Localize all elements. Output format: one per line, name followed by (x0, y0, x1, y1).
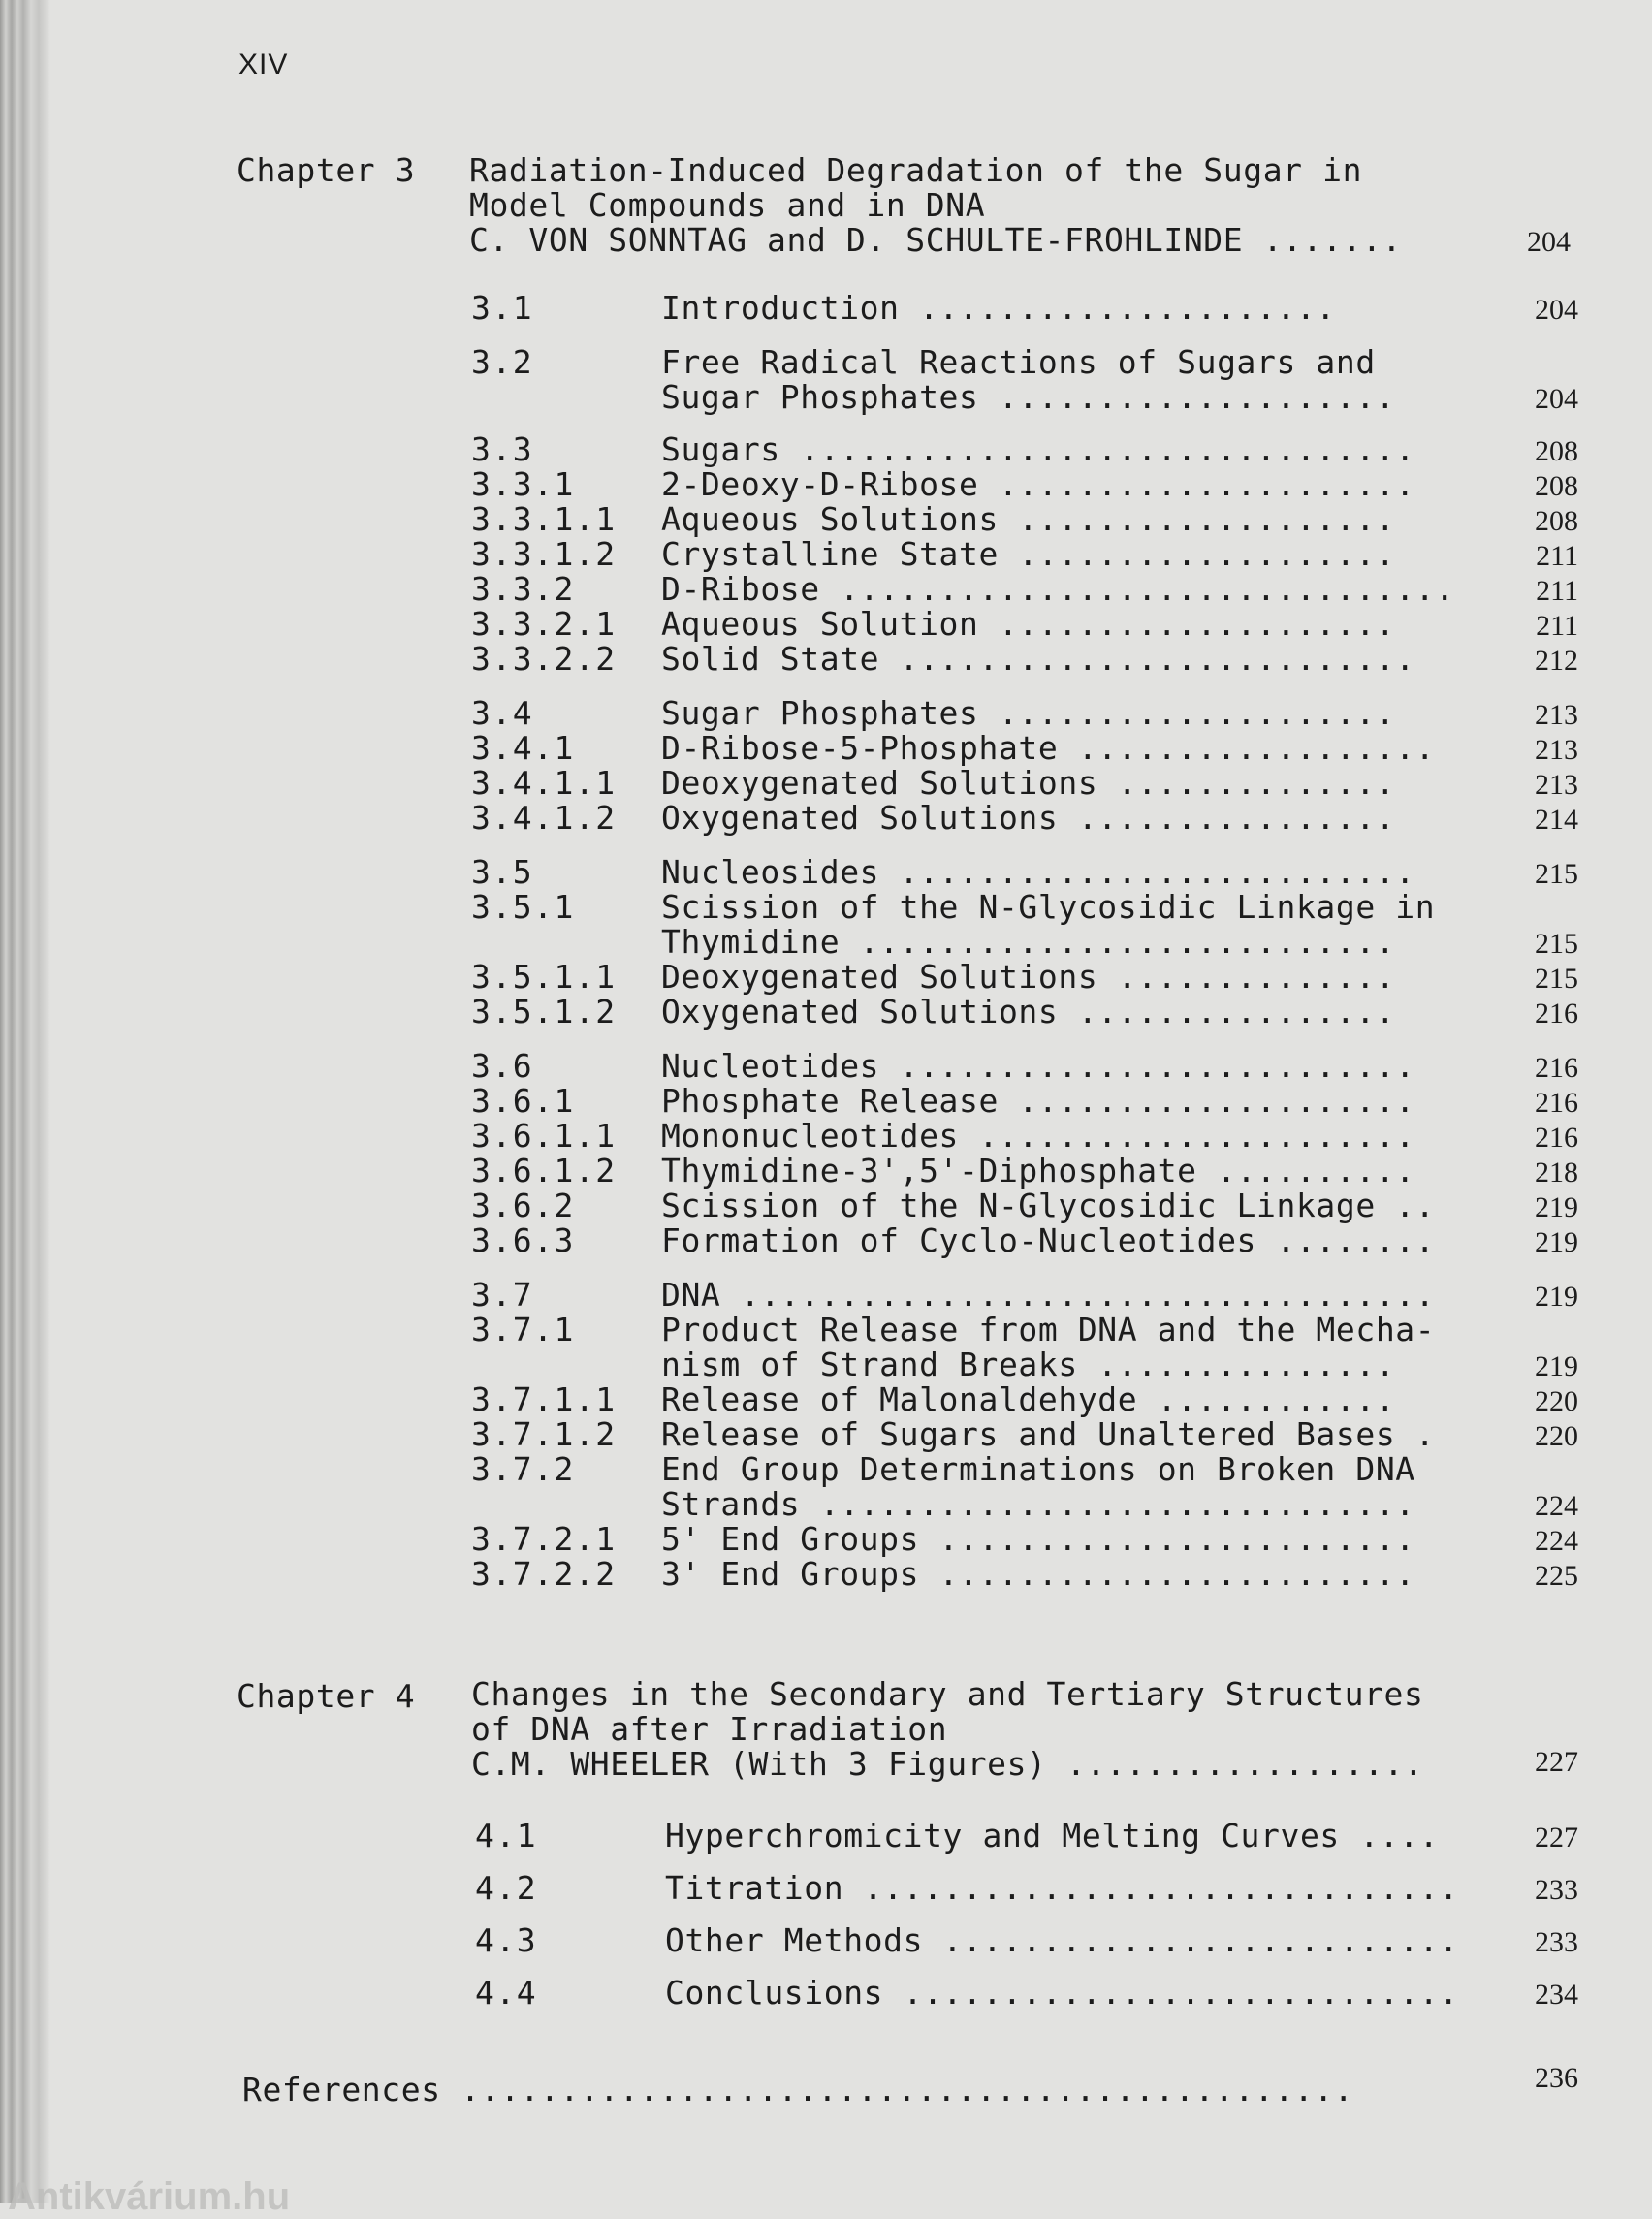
chapter-3-entry-number: 3.2 (471, 343, 534, 381)
chapter-3-entry-page: 224 (1535, 1490, 1578, 1522)
chapter-3-entry-page: 212 (1535, 645, 1578, 677)
chapter-3-entry-title: Sugar Phosphates .................... (661, 380, 1396, 415)
chapter-3-entry-number: 3.7.2 (471, 1450, 575, 1488)
chapter-3-entry-title: Release of Malonaldehyde ............ (661, 1382, 1396, 1417)
chapter-3-entry-number: 3.5.1.1 (471, 958, 617, 996)
chapter-3-entry-page: 216 (1535, 1087, 1578, 1119)
chapter-3-entry-number: 3.4.1 (471, 729, 575, 767)
chapter-3-entry-title: Nucleosides .......................... (661, 855, 1415, 890)
chapter-3-entry-page: 224 (1535, 1525, 1578, 1557)
chapter-3-entry-title: Oxygenated Solutions ................ (661, 995, 1396, 1030)
references-label: References ............................................. (242, 2073, 1354, 2108)
chapter-3-entry-title: Free Radical Reactions of Sugars and (661, 345, 1376, 380)
chapter-3-entry-number: 3.6.2 (471, 1187, 575, 1224)
chapter-3-entry-title: nism of Strand Breaks ............... (661, 1347, 1396, 1382)
chapter-3-entry-number: 3.7 (471, 1276, 534, 1314)
chapter-3-entry-page: 211 (1536, 540, 1578, 572)
chapter-3-entry-title: Aqueous Solutions ................... (661, 502, 1396, 537)
chapter-3-entry-number: 3.5.1.2 (471, 993, 617, 1030)
chapter-3-entry-title: D-Ribose-5-Phosphate .................. (661, 731, 1436, 766)
chapter-3-entry-number: 3.5.1 (471, 888, 575, 926)
chapter-4-entry-number: 4.4 (475, 1974, 538, 2012)
chapter-3-entry-number: 3.6.1 (471, 1082, 575, 1120)
chapter-3-entry-number: 3.7.1.1 (471, 1380, 617, 1418)
chapter-3-entry-page: 208 (1535, 470, 1578, 502)
chapter-3-entry-title: Aqueous Solution .................... (661, 607, 1396, 642)
chapter-4-entry-title: Conclusions ............................ (665, 1976, 1459, 2011)
chapter-3-entry-page: 215 (1535, 963, 1578, 995)
chapter-3-entry-title: Formation of Cyclo-Nucleotides ........ (661, 1223, 1436, 1258)
chapter-3-entry-page: 213 (1535, 769, 1578, 801)
chapter-3-entry-page: 216 (1535, 998, 1578, 1030)
chapter-3-entry-title: Nucleotides .......................... (661, 1049, 1415, 1084)
chapter-3-entry-page: 211 (1536, 610, 1578, 642)
chapter-3-entry-page: 216 (1535, 1122, 1578, 1154)
chapter-4-entry-page: 227 (1535, 1822, 1578, 1854)
chapter-3-entry-number: 3.3.1 (471, 465, 575, 503)
chapter-3-entry-number: 3.7.2.2 (471, 1555, 617, 1593)
chapter-3-entry-page: 219 (1535, 1191, 1578, 1223)
chapter-4-entry-title: Other Methods .......................... (665, 1923, 1459, 1958)
chapter-3-entry-page: 204 (1535, 294, 1578, 326)
chapter-4-entry-number: 4.3 (475, 1921, 538, 1959)
chapter-3-entry-number: 3.7.2.1 (471, 1520, 617, 1558)
chapter-3-entry-page: 219 (1535, 1281, 1578, 1313)
chapter-3-entry-page: 214 (1535, 804, 1578, 836)
chapter-3-entry-page: 208 (1535, 435, 1578, 467)
chapter-3-entry-page: 213 (1535, 699, 1578, 731)
chapter-3-entry-title: Scission of the N-Glycosidic Linkage in (661, 890, 1436, 925)
chapter-3-entry-page: 218 (1535, 1157, 1578, 1189)
chapter-3-entry-title: Mononucleotides ...................... (661, 1119, 1415, 1154)
chapter-3-page: 204 (1527, 226, 1571, 258)
chapter-4-entry-page: 234 (1535, 1979, 1578, 2011)
chapter-3-entry-number: 3.3 (471, 430, 534, 468)
chapter-3-entry-number: 3.6.1.1 (471, 1117, 617, 1155)
page-number: XIV (238, 48, 289, 80)
chapter-3-entry-title: Deoxygenated Solutions .............. (661, 960, 1396, 995)
watermark: Antikvárium.hu (8, 2175, 291, 2218)
chapter-3-entry-title: Solid State .......................... (661, 642, 1415, 677)
references-page: 236 (1535, 2062, 1578, 2094)
chapter-3-title-line1: Radiation-Induced Degradation of the Sugar in (469, 153, 1363, 188)
chapter-3-entry-page: 204 (1535, 383, 1578, 415)
chapter-3-entry-page: 215 (1535, 858, 1578, 890)
chapter-3-entry-title: Phosphate Release .................... (661, 1084, 1415, 1119)
chapter-3-entry-page: 213 (1535, 734, 1578, 766)
chapter-3-entry-page: 225 (1535, 1560, 1578, 1592)
chapter-3-entry-title: Scission of the N-Glycosidic Linkage .. (661, 1189, 1436, 1223)
chapter-3-title-line2: Model Compounds and in DNA (469, 188, 986, 223)
chapter-3-entry-number: 3.3.1.2 (471, 535, 617, 573)
chapter-3-entry-page: 215 (1535, 928, 1578, 960)
chapter-3-entry-title: Strands .............................. (661, 1487, 1415, 1522)
chapter-4-entry-title: Titration .............................. (665, 1871, 1459, 1906)
chapter-3-entry-number: 3.4.1.2 (471, 799, 617, 837)
chapter-3-entry-number: 3.3.1.1 (471, 500, 617, 538)
chapter-3-entry-number: 3.6 (471, 1047, 534, 1085)
chapter-4-entry-page: 233 (1535, 1926, 1578, 1958)
chapter-3-entry-page: 208 (1535, 505, 1578, 537)
chapter-3-entry-number: 3.1 (471, 289, 534, 327)
chapter-3-entry-title: Introduction ..................... (661, 291, 1336, 326)
chapter-3-entry-page: 211 (1536, 575, 1578, 607)
chapter-3-entry-page: 220 (1535, 1385, 1578, 1417)
chapter-3-entry-number: 3.4 (471, 694, 534, 732)
chapter-3-entry-title: Thymidine-3',5'-Diphosphate .......... (661, 1154, 1415, 1189)
chapter-3-entry-number: 3.6.3 (471, 1221, 575, 1259)
chapter-4-entry-page: 233 (1535, 1874, 1578, 1906)
chapter-3-entry-title: Crystalline State ................... (661, 537, 1396, 572)
chapter-4-entry-number: 4.2 (475, 1869, 538, 1907)
chapter-3-entry-page: 219 (1535, 1226, 1578, 1258)
chapter-3-entry-title: 5' End Groups ........................ (661, 1522, 1415, 1557)
page-edge (0, 0, 50, 2203)
chapter-3-entry-number: 3.3.2.1 (471, 605, 617, 643)
chapter-3-entry-number: 3.6.1.2 (471, 1152, 617, 1189)
chapter-3-entry-title: Release of Sugars and Unaltered Bases . (661, 1417, 1436, 1452)
chapter-3-entry-title: DNA ................................... (661, 1278, 1436, 1313)
chapter-3-entry-title: Product Release from DNA and the Mecha- (661, 1313, 1436, 1347)
chapter-4-page: 227 (1535, 1746, 1578, 1778)
chapter-3-entry-page: 216 (1535, 1052, 1578, 1084)
chapter-3-entry-page: 220 (1535, 1420, 1578, 1452)
chapter-3-entry-number: 3.4.1.1 (471, 764, 617, 802)
chapter-3-entry-title: Deoxygenated Solutions .............. (661, 766, 1396, 801)
chapter-3-entry-title: End Group Determinations on Broken DNA (661, 1452, 1415, 1487)
chapter-4-label: Chapter 4 (237, 1677, 416, 1715)
chapter-4-title-line2: of DNA after Irradiation (471, 1712, 948, 1747)
chapter-3-entry-title: 3' End Groups ........................ (661, 1557, 1415, 1592)
chapter-3-entry-title: Oxygenated Solutions ................ (661, 801, 1396, 836)
chapter-3-authors: C. VON SONNTAG and D. SCHULTE-FROHLINDE ....... (469, 223, 1402, 258)
chapter-3-entry-number: 3.3.2.2 (471, 640, 617, 678)
chapter-4-authors: C.M. WHEELER (With 3 Figures) .................. (471, 1747, 1424, 1782)
chapter-4-title-line1: Changes in the Secondary and Tertiary Structures (471, 1677, 1424, 1712)
chapter-3-entry-page: 219 (1535, 1350, 1578, 1382)
chapter-3-entry-title: 2-Deoxy-D-Ribose ..................... (661, 467, 1415, 502)
chapter-4-entry-title: Hyperchromicity and Melting Curves .... (665, 1819, 1440, 1854)
chapter-3-entry-title: D-Ribose ............................... (661, 572, 1455, 607)
chapter-3-entry-title: Sugar Phosphates .................... (661, 696, 1396, 731)
chapter-3-entry-number: 3.7.1.2 (471, 1415, 617, 1453)
chapter-3-entry-title: Sugars ............................... (661, 432, 1415, 467)
chapter-3-entry-title: Thymidine ........................... (661, 925, 1396, 960)
chapter-3-entry-number: 3.7.1 (471, 1311, 575, 1348)
chapter-3-label: Chapter 3 (237, 151, 416, 189)
chapter-3-entry-number: 3.5 (471, 853, 534, 891)
chapter-4-entry-number: 4.1 (475, 1817, 538, 1854)
chapter-3-entry-number: 3.3.2 (471, 570, 575, 608)
